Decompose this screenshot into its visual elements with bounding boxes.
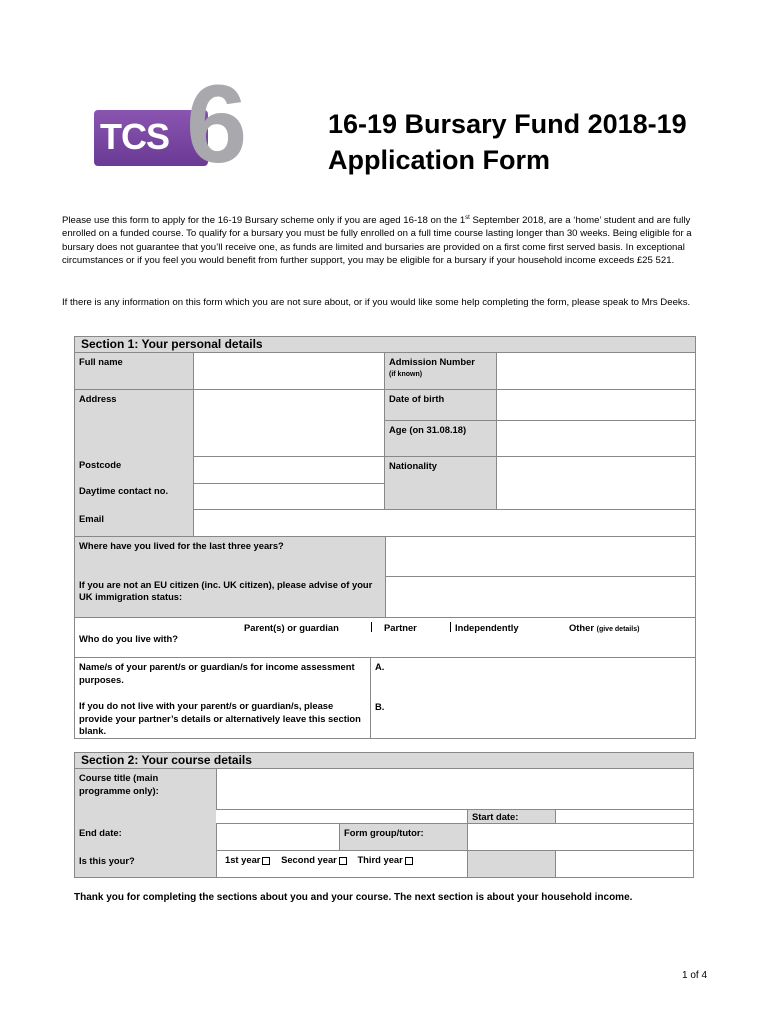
option-independently[interactable]: Independently [455, 622, 519, 633]
form-group-label: Form group/tutor: [339, 823, 468, 851]
nationality-field[interactable] [496, 456, 696, 510]
age-label: Age (on 31.08.18) [384, 420, 497, 457]
end-date-label: End date: [79, 827, 122, 839]
course-labels-cell [74, 768, 217, 878]
postcode-field[interactable] [193, 456, 385, 484]
year-grey-cell [467, 850, 556, 878]
partner-divider [450, 622, 451, 632]
thank-you-note: Thank you for completing the sections about you and your course. The next section is about your household income. [74, 892, 633, 903]
immigration-status-field[interactable] [385, 576, 696, 618]
blank-strip [216, 809, 468, 824]
year-extra-field[interactable] [555, 850, 694, 878]
page-number: 1 of 4 [682, 970, 708, 981]
parent-details-cell [74, 657, 371, 739]
year2-checkbox[interactable] [339, 857, 347, 865]
start-date-label: Start date: [467, 809, 556, 824]
parent-divider [371, 622, 372, 632]
option-parent[interactable]: Parent(s) or guardian [244, 622, 339, 633]
daytime-contact-field[interactable] [193, 483, 385, 510]
lived-field[interactable] [385, 536, 696, 577]
intro-text-a: Please use this form to apply for the 16-19 Bursary scheme only if you are aged 16-18 on the 1 [62, 215, 466, 226]
admission-number-label [384, 352, 497, 390]
if-known-text: (if known) [389, 370, 423, 378]
eu-question: If you are not an EU citizen (inc. UK citizen), please advise of your UK immigration status: [79, 578, 373, 603]
year3-label: Third year [357, 854, 403, 865]
year1-checkbox[interactable] [262, 857, 270, 865]
end-date-field[interactable] [216, 823, 340, 851]
parent-details-field[interactable] [370, 657, 696, 739]
email-field[interactable] [193, 509, 696, 537]
date-of-birth-field[interactable] [496, 389, 696, 421]
residence-question-cell [74, 536, 386, 618]
title-line-1: 16-19 Bursary Fund 2018-19 [328, 109, 687, 139]
label-b: B. [375, 700, 385, 712]
course-title-field[interactable] [216, 768, 694, 810]
admission-number-field[interactable] [496, 352, 696, 390]
course-title-label: Course title (main programme only): [79, 772, 159, 796]
help-paragraph: If there is any information on this form which you are not sure about, or if you would like some help completing the form, please speak to Mrs Deeks. [62, 297, 691, 308]
admission-number-text: Admission Number [389, 356, 475, 367]
intro-sup: st [465, 215, 470, 221]
section2-heading: Section 2: Your course details [74, 752, 694, 769]
address-label: Address [74, 389, 194, 537]
date-of-birth-label: Date of birth [384, 389, 497, 421]
year3-checkbox[interactable] [405, 857, 413, 865]
year-options [216, 850, 468, 878]
nationality-label: Nationality [384, 456, 497, 510]
postcode-label: Postcode [79, 459, 122, 470]
age-field[interactable] [496, 420, 696, 457]
full-name-label: Full name [74, 352, 194, 390]
names-question: Name/s of your parent/s or guardian/s for income assessment purposes. [79, 661, 355, 685]
title-line-2: Application Form [328, 145, 550, 175]
logo-text: TCS [100, 116, 169, 157]
lived-question: Where have you lived for the last three years? [79, 540, 284, 551]
option-other[interactable] [569, 622, 639, 637]
live-with-row [74, 617, 696, 658]
page-title [328, 106, 687, 178]
intro-paragraph [62, 214, 712, 268]
is-this-label: Is this your? [79, 854, 135, 866]
partner-question: If you do not live with your parent/s or guardian/s, please provide your partner’s details or alternatively leave this section blank. [79, 700, 361, 737]
option-other-note: (give details) [596, 626, 640, 633]
year2-label: Second year [281, 854, 337, 865]
logo-numeral: 6 [186, 63, 248, 186]
address-field[interactable] [193, 389, 385, 457]
daytime-contact-label: Daytime contact no. [79, 485, 169, 496]
year1-label: 1st year [225, 854, 261, 865]
start-date-field[interactable] [555, 809, 694, 824]
tcs6-logo [94, 63, 256, 186]
option-partner[interactable]: Partner [384, 622, 417, 633]
live-with-label: Who do you live with? [79, 633, 178, 644]
section1-heading: Section 1: Your personal details [74, 336, 696, 353]
email-label: Email [79, 513, 105, 524]
label-a: A. [375, 661, 385, 672]
form-group-field[interactable] [467, 823, 694, 851]
full-name-field[interactable] [193, 352, 385, 390]
intro-text-b: September 2018, are a ‘home’ student and are fully enrolled on a funded course. To qualify for a bursary you must be fully enrolled on a full time course lasting longer than 30 weeks. Being eligible for a bursary does not guarantee that you’ll receive one, as funds are limited and bursaries are provided on a first come first served basis. In exceptional circumstances or if you feel you would benefit from further support, you may be eligible for a bursary if your household income exceeds £25 521. [62, 215, 692, 267]
option-other-label: Other [569, 622, 595, 633]
